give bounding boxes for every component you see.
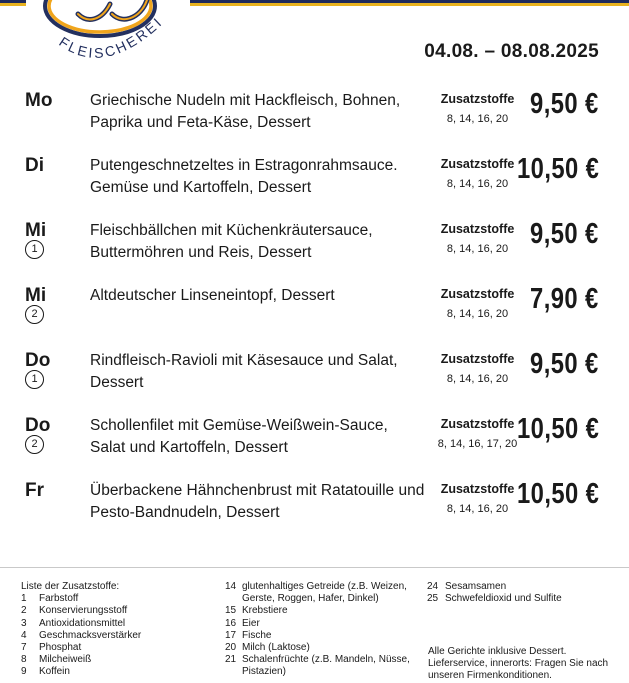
- legend-item: [427, 581, 627, 593]
- legend-num: 2: [21, 605, 27, 617]
- legend-text: Farbstoff: [39, 593, 79, 605]
- legend-item: [21, 618, 221, 630]
- price: 7,90 €: [530, 283, 599, 315]
- logo-text: FLEISCHEREI: [56, 13, 167, 62]
- legend-text: Geschmacksverstärker: [39, 629, 142, 641]
- legend-item: [225, 630, 420, 642]
- legend-text: Schalenfrüchte (z.B. Mandeln, Nüsse, Pistazien): [242, 654, 410, 678]
- legend-text: Koffein: [39, 666, 70, 678]
- additives-codes: 8, 14, 16, 20: [446, 243, 509, 255]
- day-label: Fr: [25, 480, 44, 501]
- menu-row-mo: [0, 90, 629, 152]
- additives-codes: 8, 14, 16, 20: [446, 178, 509, 190]
- legend-num: 4: [21, 629, 27, 641]
- legend-item: [21, 654, 221, 666]
- legend-item: [21, 593, 221, 605]
- legend-item: [21, 630, 221, 642]
- legend-item: [225, 605, 420, 617]
- legend-num: 16: [225, 617, 237, 629]
- service-notes: [428, 646, 624, 683]
- additives-legend-col1: [21, 581, 221, 679]
- date-range: 04.08. – 08.08.2025: [424, 41, 599, 62]
- legend-text: Antioxidationsmittel: [39, 617, 126, 629]
- dish-description: Putengeschnetzeltes in Estragonrahmsauce. Gemüse und Kartoffeln, Dessert: [90, 157, 398, 196]
- price: 9,50 €: [530, 348, 599, 380]
- legend-text: Milch (Laktose): [242, 642, 310, 654]
- dish-description: Überbackene Hähnchenbrust mit Ratatouille und Pesto-Bandnudeln, Dessert: [90, 482, 425, 521]
- legend-num: 7: [21, 642, 27, 654]
- legend-num: 1: [21, 593, 27, 605]
- variant-badge: 1: [25, 370, 44, 389]
- footer-divider: [0, 567, 629, 568]
- day-label: Mi: [25, 285, 47, 306]
- legend-num: 20: [225, 642, 237, 654]
- note-delivery: Lieferservice, innerorts: Fragen Sie nach unseren Firmenkonditionen.: [428, 658, 609, 682]
- legend-num: 9: [21, 666, 27, 678]
- menu-row-di: [0, 155, 629, 217]
- dish-description: Griechische Nudeln mit Hackfleisch, Bohnen, Paprika und Feta-Käse, Dessert: [90, 92, 401, 131]
- legend-text: Eier: [242, 617, 260, 629]
- price: 10,50 €: [516, 478, 599, 510]
- day-label: Do: [25, 350, 51, 371]
- legend-item: [21, 605, 221, 617]
- price: 9,50 €: [530, 88, 599, 120]
- legend-num: 17: [225, 629, 237, 641]
- additives-label: Zusatzstoffe: [440, 222, 515, 236]
- legend-num: 24: [427, 581, 439, 592]
- additives-label: Zusatzstoffe: [440, 417, 515, 431]
- menu-row-mi-2: [0, 285, 629, 347]
- legend-item: [21, 666, 221, 678]
- legend-text: Schwefeldioxid und Sulfite: [445, 593, 562, 605]
- dish-description: Rindfleisch-Ravioli mit Käsesauce und Salat, Dessert: [90, 352, 398, 391]
- legend-text: Milcheiweiß: [39, 654, 92, 666]
- variant-badge: 2: [25, 435, 44, 454]
- legend-num: 8: [21, 654, 27, 666]
- legend-num: 21: [225, 654, 237, 666]
- legend-title: Liste der Zusatzstoffe:: [21, 581, 120, 592]
- legend-item: [225, 581, 420, 605]
- additives-codes: 8, 14, 16, 20: [446, 373, 509, 385]
- legend-item: [225, 642, 420, 654]
- variant-badge: 1: [25, 240, 44, 259]
- additives-label: Zusatzstoffe: [440, 352, 515, 366]
- legend-text: Fische: [242, 629, 272, 641]
- additives-codes: 8, 14, 16, 17, 20: [437, 438, 518, 450]
- menu-row-do-1: [0, 350, 629, 412]
- legend-item: [225, 618, 420, 630]
- additives-codes: 8, 14, 16, 20: [446, 503, 509, 515]
- legend-item: [21, 642, 221, 654]
- legend-num: 15: [225, 605, 237, 617]
- legend-num: 3: [21, 617, 27, 629]
- additives-codes: 8, 14, 16, 20: [446, 113, 509, 125]
- dish-description: Altdeutscher Linseneintopf, Dessert: [90, 287, 335, 304]
- logo-emblem-icon: [40, 0, 190, 72]
- legend-num: 14: [225, 581, 237, 592]
- additives-label: Zusatzstoffe: [440, 157, 515, 171]
- dish-description: Fleischbällchen mit Küchenkräutersauce, Buttermöhren und Reis, Dessert: [90, 222, 373, 261]
- price: 10,50 €: [516, 153, 599, 185]
- day-label: Mi: [25, 220, 47, 241]
- legend-text: glutenhaltiges Getreide (z.B. Weizen, Gerste, Roggen, Hafer, Dinkel): [242, 581, 407, 605]
- additives-label: Zusatzstoffe: [440, 287, 515, 301]
- price: 10,50 €: [516, 413, 599, 445]
- legend-text: Krebstiere: [242, 605, 288, 617]
- price: 9,50 €: [530, 218, 599, 250]
- additives-codes: 8, 14, 16, 20: [446, 308, 509, 320]
- menu-row-do-2: [0, 415, 629, 477]
- legend-text: Sesamsamen: [445, 581, 507, 592]
- menu-row-fr: [0, 480, 629, 542]
- menu-row-mi-1: [0, 220, 629, 282]
- legend-text: Konservierungsstoff: [39, 605, 128, 617]
- additives-label: Zusatzstoffe: [440, 482, 515, 496]
- legend-item: [427, 593, 627, 605]
- legend-text: Phosphat: [39, 642, 82, 654]
- day-label: Di: [25, 155, 44, 176]
- dish-description: Schollenfilet mit Gemüse-Weißwein-Sauce, Salat und Kartoffeln, Dessert: [90, 417, 388, 456]
- additives-legend-col3: [427, 581, 627, 605]
- day-label: Do: [25, 415, 51, 436]
- additives-label: Zusatzstoffe: [440, 92, 515, 106]
- legend-num: 25: [427, 593, 439, 605]
- additives-legend-col2: [225, 581, 420, 679]
- note-dessert: Alle Gerichte inklusive Dessert.: [428, 646, 567, 657]
- variant-badge: 2: [25, 305, 44, 324]
- day-label: Mo: [25, 90, 53, 111]
